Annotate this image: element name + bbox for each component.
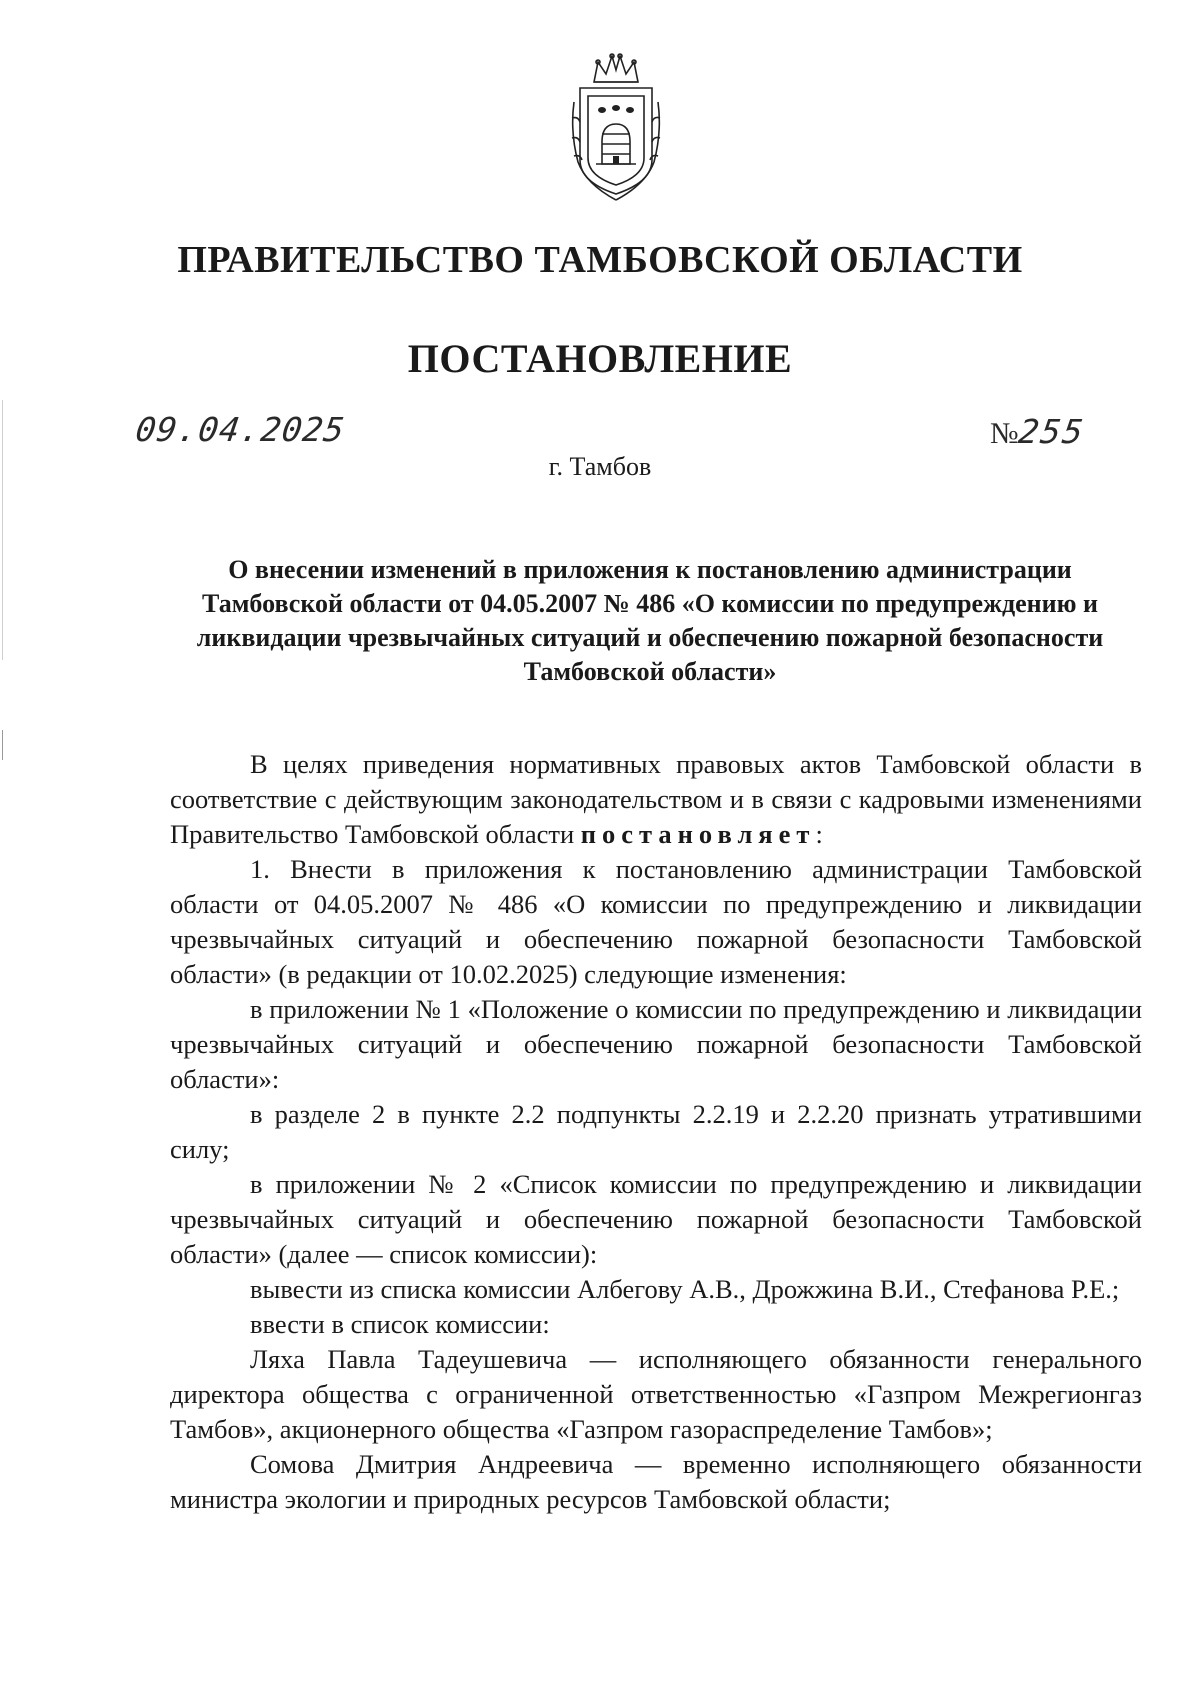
body-paragraph: 1. Внести в приложения к постановлению администрации Тамбовской области от 04.05.2007 № 486 «О комиссии по предупреждению и ликвидации чрезвычайных ситуаций и обеспечению пожарной безопасности Тамбовской области» (в редакции от 10.02.2025) следующие изменения:: [170, 854, 1142, 989]
preamble-text: В целях приведения нормативных правовых актов Тамбовской области в соответствие с действующим законодательством и в связи с кадровыми изменениями Правительство Тамбовской области: [170, 749, 1142, 849]
preamble-colon: :: [815, 819, 823, 849]
document-number: [990, 412, 1087, 451]
decree-word: постановляет: [580, 819, 816, 849]
tambov-oblast-coat-of-arms-icon: [566, 52, 666, 202]
handwritten-number: 255: [1015, 412, 1087, 451]
body-paragraph: в приложении № 1 «Положение о комиссии по предупреждению и ликвидации чрезвычайных ситуаций и обеспечению пожарной безопасности Тамбовской области»:: [170, 994, 1142, 1094]
body-paragraph: Сомова Дмитрия Андреевича — временно исполняющего обязанности министра экологии и природных ресурсов Тамбовской области;: [170, 1449, 1142, 1514]
body-paragraph: ввести в список комиссии:: [250, 1309, 550, 1339]
body-paragraph: Ляха Павла Тадеушевича — исполняющего обязанности генерального директора общества с ограниченной ответственностью «Газпром Межрегионгаз Тамбов», акционерного общества «Газпром газораспределение Тамбов»;: [170, 1344, 1142, 1444]
preamble-paragraph: [170, 747, 1142, 852]
city-line: г. Тамбов: [548, 452, 652, 481]
document-type-title: ПОСТАНОВЛЕНИЕ: [407, 336, 793, 381]
government-title: ПРАВИТЕЛЬСТВО ТАМБОВСКОЙ ОБЛАСТИ: [177, 239, 1023, 281]
body-paragraph: вывести из списка комиссии Албегову А.В., Дрожжина В.И., Стефанова Р.Е.;: [250, 1274, 1120, 1304]
number-sign: №: [990, 417, 1019, 450]
document-subject: О внесении изменений в приложения к постановлению администрации Тамбовской области от 04.05.2007 № 486 «О комиссии по предупреждению и ликвидации чрезвычайных ситуаций и обеспечению пожарной безопасности Тамбовской области»: [196, 555, 1104, 686]
scan-edge-mark: [2, 400, 3, 660]
body-paragraph: в разделе 2 в пункте 2.2 подпункты 2.2.19 и 2.2.20 признать утратившими силу;: [170, 1099, 1142, 1164]
document-body: [170, 747, 1142, 1517]
scan-edge-mark: [2, 730, 3, 760]
handwritten-date: 09.04.2025: [133, 410, 348, 449]
body-paragraph: в приложении № 2 «Список комиссии по предупреждению и ликвидации чрезвычайных ситуаций и обеспечению пожарной безопасности Тамбовской области» (далее — список комиссии):: [170, 1169, 1142, 1269]
